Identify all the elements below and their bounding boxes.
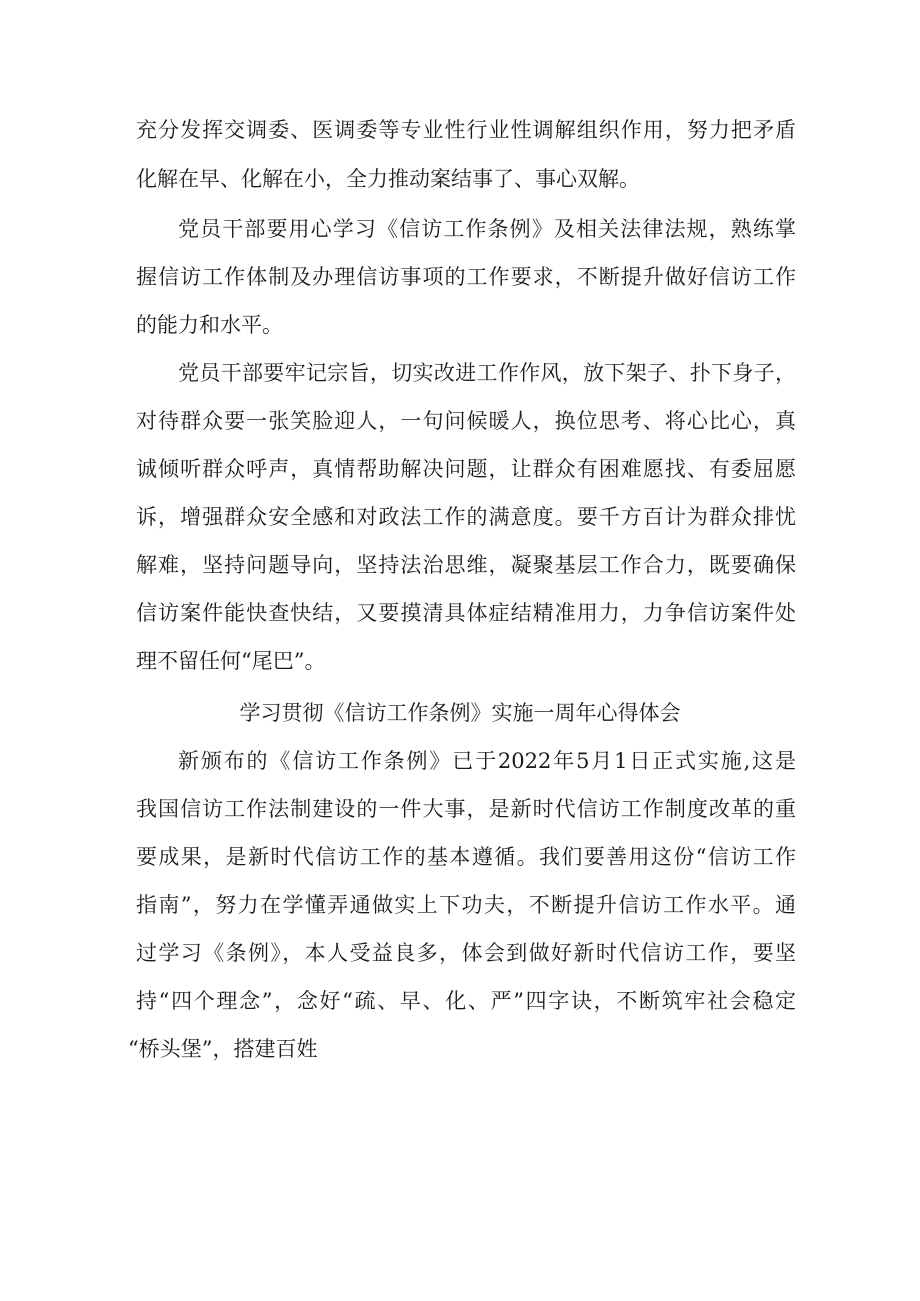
paragraph-4-line-1: 新颁布的《信访工作条例》已于2022年5月1日正式实施,这是 <box>178 749 796 773</box>
paragraph-2-line-3: 的能力和水平。 <box>136 313 283 337</box>
paragraph-1-line-2: 化解在早、化解在小，全力推动案结事了、事心双解。 <box>136 167 640 191</box>
paragraph-4-line-4: 指南”，努力在学懂弄通做实上下功夫，不断提升信访工作水平。通 <box>136 893 796 917</box>
paragraph-3-line-6: 信访案件能快查快结，又要摸清具体症结精准用力，力争信访案件处 <box>136 601 796 625</box>
section-title: 学习贯彻《信访工作条例》实施一周年心得体会 <box>239 701 681 725</box>
paragraph-3-line-3: 诚倾听群众呼声，真情帮助解决问题，让群众有困难愿找、有委屈愿 <box>136 457 796 481</box>
paragraph-4-line-5: 过学习《条例》，本人受益良多，体会到做好新时代信访工作，要坚 <box>136 941 796 965</box>
paragraph-1-line-1: 充分发挥交调委、医调委等专业性行业性调解组织作用，努力把矛盾 <box>136 118 796 142</box>
paragraph-2-line-2: 握信访工作体制及办理信访事项的工作要求，不断提升做好信访工作 <box>136 265 796 289</box>
paragraph-3-line-4: 诉，增强群众安全感和对政法工作的满意度。要千方百计为群众排忧 <box>136 505 796 529</box>
paragraph-4-line-2: 我国信访工作法制建设的一件大事，是新时代信访工作制度改革的重 <box>136 797 796 821</box>
paragraph-3-line-7: 理不留任何“尾巴”。 <box>136 649 326 673</box>
paragraph-3-line-2: 对待群众要一张笑脸迎人，一句问候暖人，换位思考、将心比心，真 <box>136 409 796 433</box>
paragraph-3-line-5: 解难，坚持问题导向，坚持法治思维，凝聚基层工作合力，既要确保 <box>136 553 796 577</box>
paragraph-4-line-7: “桥头堡”，搭建百姓 <box>128 1037 318 1061</box>
paragraph-2-line-1: 党员干部要用心学习《信访工作条例》及相关法律法规，熟练掌 <box>178 217 796 241</box>
paragraph-4-line-3: 要成果，是新时代信访工作的基本遵循。我们要善用这份“信访工作 <box>136 845 796 869</box>
paragraph-3-line-1: 党员干部要牢记宗旨，切实改进工作作风，放下架子、扑下身子， <box>178 361 796 385</box>
paragraph-4-line-6: 持“四个理念”，念好“疏、早、化、严”四字诀，不断筑牢社会稳定 <box>136 989 796 1013</box>
